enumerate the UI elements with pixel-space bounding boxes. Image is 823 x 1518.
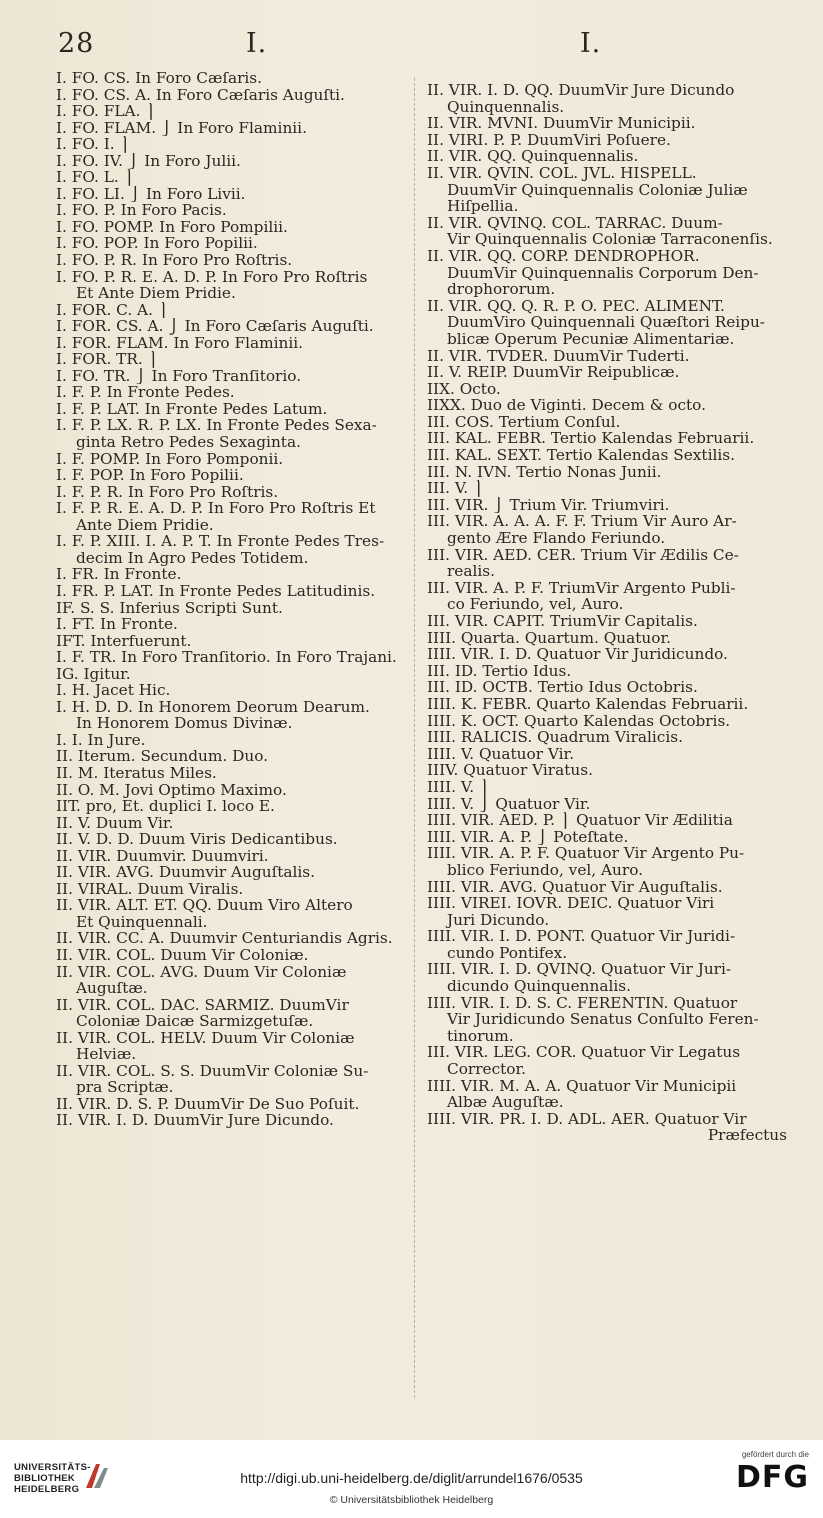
abbreviation-entry-line: II. VIR. COL. HELV. Duum Vir Coloniæ xyxy=(56,1029,355,1047)
abbreviation-entry-line: II. O. M. Jovi Optimo Maximo. xyxy=(56,781,287,799)
document-url-link[interactable]: http://digi.ub.uni-heidelberg.de/diglit/arrundel1676/0535 xyxy=(240,1470,583,1486)
abbreviation-entry-line: II. VIR. QQ. Quinquennalis. xyxy=(427,148,639,165)
abbreviation-entry-line: IIII. K. FEBR. Quarto Kalendas Februarii. xyxy=(427,695,749,713)
abbreviation-entry-line: IIII. VIR. I. D. S. C. FERENTIN. Quatuor xyxy=(427,994,738,1012)
abbreviation-entry-line: I. FOR. C. A. ⎫ xyxy=(56,301,170,319)
left-column-heading: I. xyxy=(246,28,268,59)
abbreviation-entry-line: II. V. Duum Vir. xyxy=(56,814,174,832)
abbreviation-entry-line: IIII. V. Quatuor Vir. xyxy=(427,745,575,763)
abbreviation-entry-line: IG. Igitur. xyxy=(56,665,131,683)
abbreviation-entry-line: I. FO. P. In Foro Pacis. xyxy=(56,202,227,219)
abbreviation-entry-line: II. VIRAL. Duum Viralis. xyxy=(56,880,244,898)
abbreviation-entry-line: III. COS. Tertium Conſul. xyxy=(427,413,621,431)
abbreviation-entry-line: pra Scriptæ. xyxy=(76,1079,174,1096)
abbreviation-entry-line: I. F. POP. In Foro Popilii. xyxy=(56,467,244,484)
abbreviation-entry-line: I. FO. CS. In Foro Cæſaris. xyxy=(56,70,263,87)
abbreviation-entry-line: II. VIR. Duumvir. Duumviri. xyxy=(56,847,269,865)
abbreviation-entry-line: DuumVir Quinquennalis Coloniæ Juliæ xyxy=(447,181,748,199)
abbreviation-entry-line: I. FO. POP. In Foro Popilii. xyxy=(56,235,258,253)
abbreviation-entry-line: III. KAL. SEXT. Tertio Kalendas Sextilis. xyxy=(427,447,735,464)
abbreviation-entry-line: III. N. IVN. Tertio Nonas Junii. xyxy=(427,463,662,481)
abbreviation-entry-line: III. VIR. LEG. COR. Quatuor Vir Legatus xyxy=(427,1044,741,1062)
abbreviation-entry-line: Vir Juridicundo Senatus Conſulto Feren- xyxy=(447,1011,759,1028)
right-column xyxy=(427,82,787,1144)
abbreviation-entry-line: II. VIR. I. D. DuumVir Jure Dicundo. xyxy=(56,1112,334,1129)
abbreviation-entry-line: Et Ante Diem Pridie. xyxy=(76,285,236,302)
abbreviation-entry-line: I. FOR. CS. A. ⎭ In Foro Cæſaris Auguſti. xyxy=(56,318,374,335)
abbreviation-entry-line: In Honorem Domus Divinæ. xyxy=(76,715,293,732)
abbreviation-entry-line: IF. S. S. Inferius Scripti Sunt. xyxy=(56,599,283,617)
abbreviation-entry-line: II. VIR. TVDER. DuumVir Tuderti. xyxy=(427,347,690,365)
abbreviation-entry-line: I. F. P. In Fronte Pedes. xyxy=(56,384,235,401)
abbreviation-entry-line: I. F. P. XIII. I. A. P. T. In Fronte Pedes Tres- xyxy=(56,533,385,550)
copyright-text: © Universitätsbibliothek Heidelberg xyxy=(329,1494,494,1506)
abbreviation-entry-line: IFT. Interfuerunt. xyxy=(56,632,192,650)
abbreviation-entry-line: Albæ Auguſtæ. xyxy=(447,1094,564,1111)
abbreviation-entry-line: realis. xyxy=(447,563,495,580)
abbreviation-entry-line: IIII. VIR. A. P. ⎭ Poteſtate. xyxy=(427,828,629,846)
abbreviation-entry-line: III. VIR. A. A. A. F. F. Trium Vir Auro Ar- xyxy=(427,513,737,531)
logo-line: HEIDELBERG xyxy=(14,1484,80,1495)
right-column-heading: I. xyxy=(580,28,602,59)
abbreviation-entry-line: I. F. P. R. E. A. D. P. In Foro Pro Roſtris Et xyxy=(56,500,376,517)
abbreviation-entry-line: III. ID. Tertio Idus. xyxy=(427,662,572,680)
abbreviation-entry-line: Juri Dicundo. xyxy=(447,911,550,929)
abbreviation-entry-line: Præfectus xyxy=(707,1127,787,1144)
logo-line: BIBLIOTHEK xyxy=(14,1473,76,1484)
abbreviation-entry-line: gento Ære Flando Feriundo. xyxy=(447,530,666,547)
abbreviation-entry-line: I. H. D. D. In Honorem Deorum Dearum. xyxy=(56,698,370,716)
abbreviation-entry-line: IIII. RALICIS. Quadrum Viralicis. xyxy=(427,729,683,746)
abbreviation-entry-line: I. FO. CS. A. In Foro Cæſaris Auguſti. xyxy=(56,86,345,104)
left-column xyxy=(56,70,406,1129)
abbreviation-entry-line: II. VIR. QQ. Q. R. P. O. PEC. ALIMENT. xyxy=(427,297,725,315)
abbreviation-entry-line: I. F. TR. In Foro Tranſitorio. In Foro Trajani. xyxy=(56,649,397,666)
abbreviation-entry-line: II. VIR. ALT. ET. QQ. Duum Viro Altero xyxy=(56,897,353,914)
logo-line: UNIVERSITÄTS- xyxy=(14,1462,91,1473)
abbreviation-entry-line: I. FO. P. R. E. A. D. P. In Foro Pro Roſtris xyxy=(56,268,368,286)
abbreviation-entry-line: IIII. VIR. I. D. Quatuor Vir Juridicundo. xyxy=(427,646,728,663)
abbreviation-entry-line: I. FO. FLA. ⎫ xyxy=(56,103,157,120)
abbreviation-entry-line: I. I. In Jure. xyxy=(56,731,146,749)
abbreviation-entry-line: II. M. Iteratus Miles. xyxy=(56,764,217,782)
abbreviation-entry-line: IIII. VIR. AVG. Quatuor Vir Auguſtalis. xyxy=(427,878,723,896)
abbreviation-entry-line: decim In Agro Pedes Totidem. xyxy=(76,549,309,567)
abbreviation-entry-line: IIII. Quarta. Quartum. Quatuor. xyxy=(427,629,671,647)
abbreviation-entry-line: I. FO. LI. ⎭ In Foro Livii. xyxy=(56,185,246,203)
abbreviation-entry-line: II. VIR. COL. DAC. SARMIZ. DuumVir xyxy=(56,996,349,1014)
abbreviation-entry-line: cundo Pontifex. xyxy=(447,944,568,962)
abbreviation-entry-line: II. VIR. COL. AVG. Duum Vir Coloniæ xyxy=(56,963,347,981)
dfg-logo[interactable]: DFG xyxy=(735,1460,809,1495)
abbreviation-entry-line: DuumViro Quinquennali Quæſtori Reipu- xyxy=(447,314,765,331)
abbreviation-entry-line: DuumVir Quinquennalis Corporum Den- xyxy=(447,264,759,282)
abbreviation-entry-line: Helviæ. xyxy=(76,1046,137,1063)
abbreviation-entry-line: III. V. ⎫ xyxy=(427,480,485,497)
column-divider xyxy=(414,78,415,1398)
abbreviation-entry-line: Auguſtæ. xyxy=(76,980,148,997)
abbreviation-entry-line: II. VIR. COL. Duum Vir Coloniæ. xyxy=(56,946,309,964)
abbreviation-entry-line: III. VIR. ⎭ Trium Vir. Triumviri. xyxy=(427,496,670,514)
abbreviation-entry-line: II. VIR. COL. S. S. DuumVir Coloniæ Su- xyxy=(56,1062,369,1080)
abbreviation-entry-line: I. FO. L. ⎫ xyxy=(56,169,136,186)
abbreviation-entry-line: IIII. V. ⎭ Quatuor Vir. xyxy=(427,795,591,813)
abbreviation-entry-line: IIII. VIR. PR. I. D. ADL. AER. Quatuor Vir xyxy=(427,1110,747,1128)
abbreviation-entry-line: III. ID. OCTB. Tertio Idus Octobris. xyxy=(427,679,698,696)
abbreviation-entry-line: II. V. D. D. Duum Viris Dedicantibus. xyxy=(56,831,338,848)
abbreviation-entry-line: I. F. P. LX. R. P. LX. In Fronte Pedes Sexa- xyxy=(56,417,377,435)
abbreviation-entry-line: IIT. pro, Et. duplici I. loco E. xyxy=(56,798,275,815)
abbreviation-entry-line: Ante Diem Pridie. xyxy=(76,516,214,534)
abbreviation-entry-line: I. FOR. TR. ⎫ xyxy=(56,351,160,368)
abbreviation-entry-line: Quinquennalis. xyxy=(447,98,565,116)
abbreviation-entry-line: I. FO. POMP. In Foro Pompilii. xyxy=(56,218,288,236)
abbreviation-entry-line: II. VIR. CC. A. Duumvir Centuriandis Agris. xyxy=(56,930,393,947)
abbreviation-entry-line: II. VIR. QVINQ. COL. TARRAC. Duum- xyxy=(427,214,723,232)
abbreviation-entry-line: II. VIR. MVNI. DuumVir Municipii. xyxy=(427,115,696,132)
abbreviation-entry-line: IIII. K. OCT. Quarto Kalendas Octobris. xyxy=(427,712,731,730)
abbreviation-entry-line: ginta Retro Pedes Sexaginta. xyxy=(76,434,301,451)
abbreviation-entry-line: III. VIR. A. P. F. TriumVir Argento Publi- xyxy=(427,579,736,597)
abbreviation-entry-line: II. VIR. AVG. Duumvir Auguſtalis. xyxy=(56,864,316,881)
abbreviation-entry-line: I. FR. In Fronte. xyxy=(56,566,182,583)
abbreviation-entry-line: II. V. REIP. DuumVir Reipublicæ. xyxy=(427,364,680,381)
abbreviation-entry-line: Vir Quinquennalis Coloniæ Tarraconenſis. xyxy=(447,231,773,248)
abbreviation-entry-line: Hiſpellia. xyxy=(447,198,519,215)
abbreviation-entry-line: II. VIR. D. S. P. DuumVir De Suo Poſuit. xyxy=(56,1095,360,1113)
abbreviation-entry-line: I. FO. P. R. In Foro Pro Roſtris. xyxy=(56,252,293,269)
abbreviation-entry-line: II. VIR. QQ. CORP. DENDROPHOR. xyxy=(427,247,700,265)
abbreviation-entry-line: IIXX. Duo de Viginti. Decem & octo. xyxy=(427,397,706,414)
abbreviation-entry-line: I. H. Jacet Hic. xyxy=(56,682,171,699)
abbreviation-entry-line: IIII. VIR. A. P. F. Quatuor Vir Argento Pu- xyxy=(427,845,745,862)
abbreviation-entry-line: I. FO. IV. ⎭ In Foro Julii. xyxy=(56,152,241,170)
abbreviation-entry-line: III. KAL. FEBR. Tertio Kalendas Februarii. xyxy=(427,430,755,448)
abbreviation-entry-line: IIII. VIR. I. D. QVINQ. Quatuor Vir Juri- xyxy=(427,961,732,979)
abbreviation-entry-line: IIII. VIR. I. D. PONT. Quatuor Vir Juridi- xyxy=(427,928,736,945)
abbreviation-entry-line: tinorum. xyxy=(447,1027,514,1045)
abbreviation-entry-line: drophororum. xyxy=(447,281,556,298)
abbreviation-entry-line: I. FT. In Fronte. xyxy=(56,616,178,633)
viewer-footer xyxy=(0,1440,823,1518)
abbreviation-entry-line: III. VIR. AED. CER. Trium Vir Ædilis Ce- xyxy=(427,546,739,564)
sponsor-note: gefördert durch die xyxy=(741,1450,809,1459)
abbreviation-entry-line: I. FR. P. LAT. In Fronte Pedes Latitudinis. xyxy=(56,582,376,600)
abbreviation-entry-line: II. VIR. QVIN. COL. JVL. HISPELL. xyxy=(427,164,697,182)
abbreviation-entry-line: IIII. VIR. AED. P. ⎫ Quatuor Vir Ædilitia xyxy=(427,812,733,829)
abbreviation-entry-line: IIIV. Quatuor Viratus. xyxy=(427,762,593,779)
abbreviation-entry-line: Coloniæ Daicæ Sarmizgetuſæ. xyxy=(76,1013,314,1030)
abbreviation-entry-line: IIII. V. ⎫ xyxy=(427,778,491,796)
abbreviation-entry-line: II. VIR. I. D. QQ. DuumVir Jure Dicundo xyxy=(427,82,735,99)
abbreviation-entry-line: I. FO. I. ⎫ xyxy=(56,136,131,153)
abbreviation-entry-line: II. VIRI. P. P. DuumViri Poſuere. xyxy=(427,131,671,149)
abbreviation-entry-line: dicundo Quinquennalis. xyxy=(447,978,631,995)
abbreviation-entry-line: co Feriundo, vel, Auro. xyxy=(447,596,624,613)
abbreviation-entry-line: IIX. Octo. xyxy=(427,380,501,398)
abbreviation-entry-line: blico Feriundo, vel, Auro. xyxy=(447,861,644,879)
abbreviation-entry-line: blicæ Operum Pecuniæ Alimentariæ. xyxy=(447,330,735,348)
abbreviation-entry-line: I. FO. TR. ⎭ In Foro Tranſitorio. xyxy=(56,367,302,385)
abbreviation-entry-line: I. F. P. LAT. In Fronte Pedes Latum. xyxy=(56,400,328,418)
abbreviation-entry-line: II. Iterum. Secundum. Duo. xyxy=(56,748,269,765)
abbreviation-entry-line: I. FO. FLAM. ⎭ In Foro Flaminii. xyxy=(56,119,307,137)
abbreviation-entry-line: I. F. POMP. In Foro Pomponii. xyxy=(56,450,284,468)
abbreviation-entry-line: III. VIR. CAPIT. TriumVir Capitalis. xyxy=(427,613,698,630)
abbreviation-entry-line: Corrector. xyxy=(447,1061,527,1078)
abbreviation-entry-line: I. F. P. R. In Foro Pro Roſtris. xyxy=(56,483,279,501)
abbreviation-entry-line: IIII. VIREI. IOVR. DEIC. Quatuor Viri xyxy=(427,895,715,912)
page-number: 28 xyxy=(58,28,95,59)
abbreviation-entry-line: Et Quinquennali. xyxy=(76,913,208,931)
abbreviation-entry-line: IIII. VIR. M. A. A. Quatuor Vir Municipii xyxy=(427,1077,737,1095)
abbreviation-entry-line: I. FOR. FLAM. In Foro Flaminii. xyxy=(56,334,304,352)
